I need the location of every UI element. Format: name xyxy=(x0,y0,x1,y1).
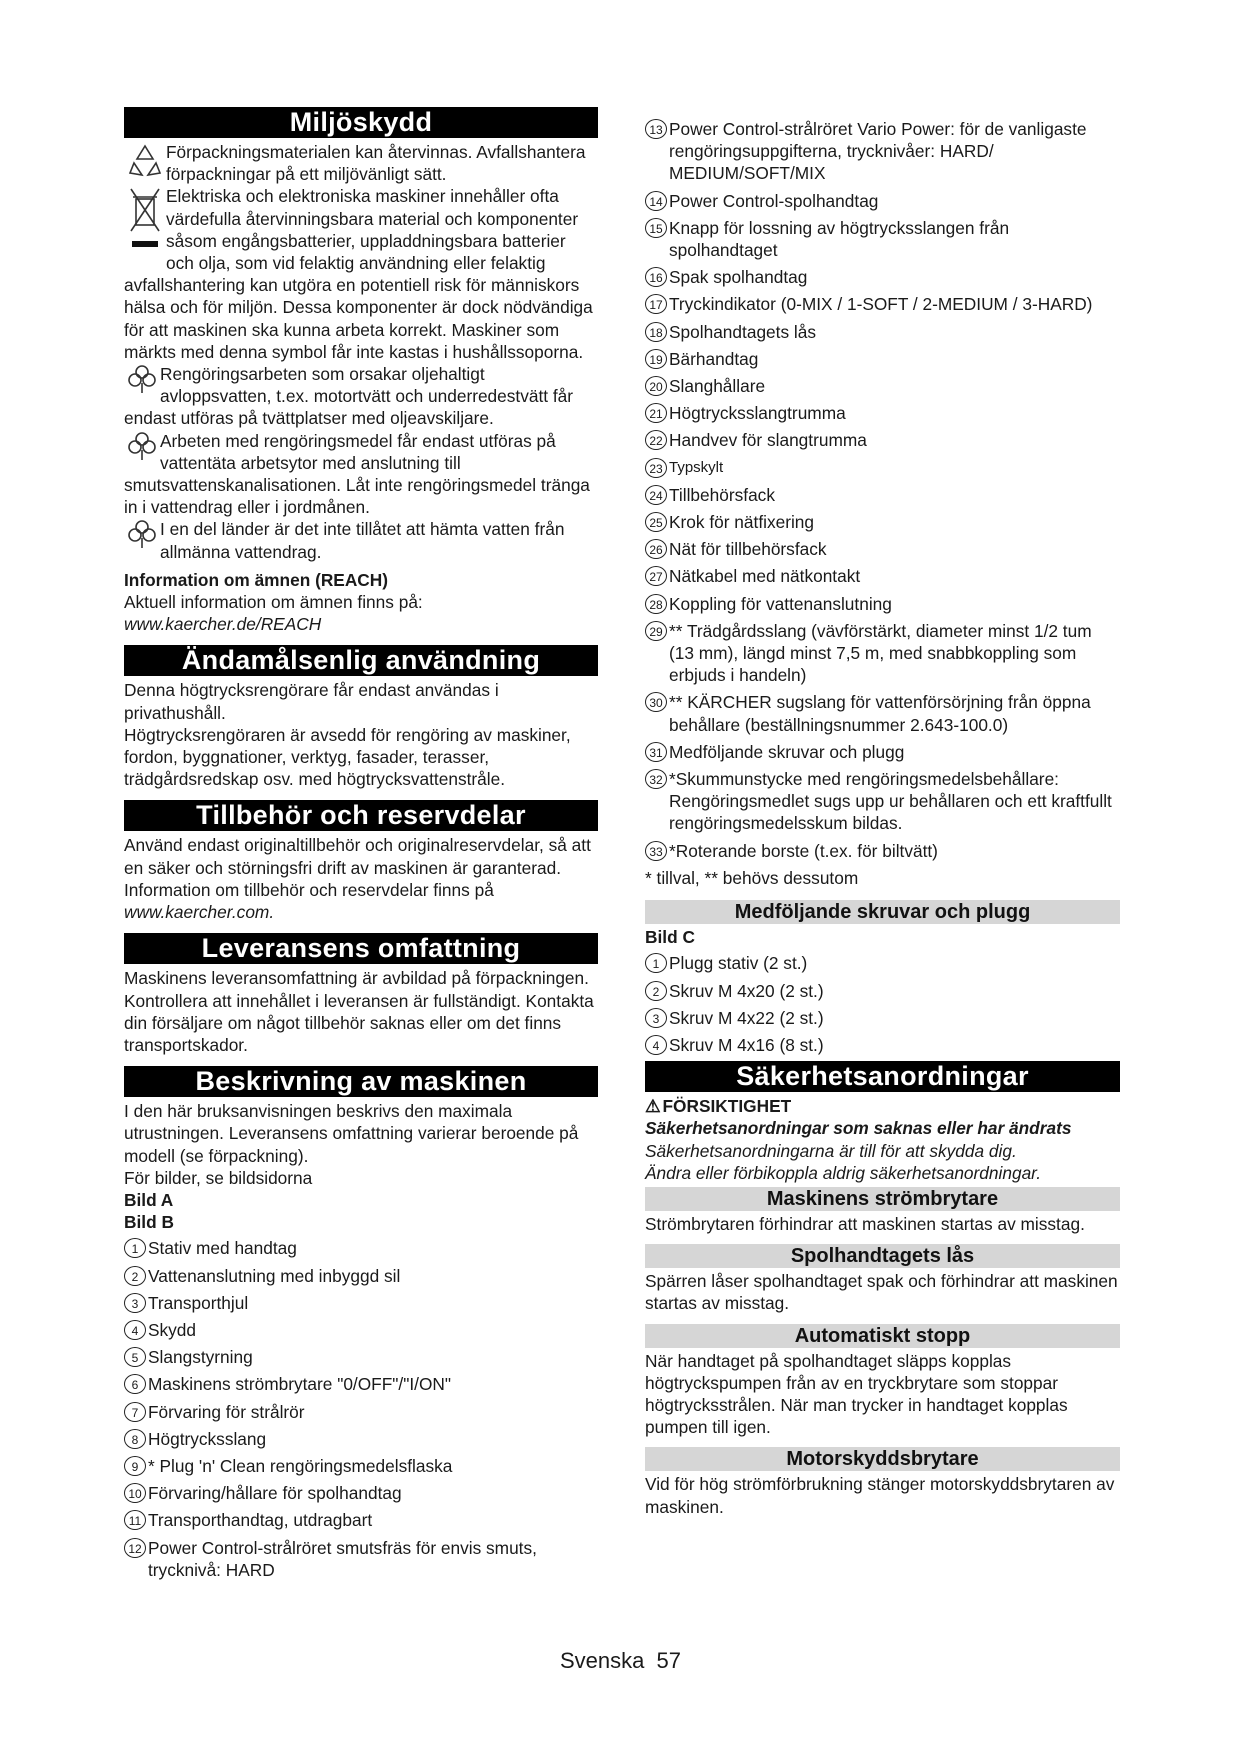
water-hazard-icon xyxy=(124,430,160,470)
env-paragraph-2: Elektriska och elektroniska maskiner innehåller ofta värdefulla återvinningsbara material och komponenter såsom engångsbatterier, uppladdningsbara batterier och olja, som vid felaktig användning eller felaktig avfallshantering kan utgöra en potentiell risk för människors hälsa och för miljön. Dessa komponenter är dock nödvändiga för att maskinen ska kunna arbeta korrekt. Maskiner som märkts med denna symbol får inte kastas i hushållssoporna. xyxy=(124,186,593,362)
item-number: 27 xyxy=(645,566,667,586)
item-text: *Roterande borste (t.ex. för biltvätt) xyxy=(669,840,938,861)
item-text: Power Control-strålröret smutsfräs för envis smuts, trycknivå: HARD xyxy=(148,1537,537,1580)
desc-paragraph-2: För bilder, se bildsidorna xyxy=(124,1167,313,1188)
reach-text: Aktuell information om ämnen finns på: xyxy=(124,592,423,613)
list-item xyxy=(124,1509,598,1531)
list-item xyxy=(645,691,1120,735)
list-item xyxy=(645,741,1120,763)
left-column xyxy=(124,107,598,1586)
item-number: 25 xyxy=(645,512,667,532)
item-number: 10 xyxy=(124,1483,146,1503)
item-text: Spak spolhandtag xyxy=(669,267,808,288)
item-number: 18 xyxy=(645,322,667,342)
item-number: 26 xyxy=(645,539,667,559)
section-title-delivery: Leveransens omfattning xyxy=(124,933,598,964)
reach-link[interactable]: www.kaercher.de/REACH xyxy=(124,614,322,635)
acc-paragraph-2: Information om tillbehör och reservdelar finns på xyxy=(124,879,494,900)
caution-paragraph-2: Ändra eller förbikoppla aldrig säkerhetsanordningar. xyxy=(645,1162,1042,1183)
list-item xyxy=(645,321,1120,343)
caution-label: FÖRSIKTIGHET xyxy=(662,1096,792,1117)
item-number: 15 xyxy=(645,218,667,238)
item-text: Maskinens strömbrytare "0/OFF"/"I/ON" xyxy=(148,1374,452,1395)
item-number: 13 xyxy=(645,119,667,139)
figure-c-label: Bild C xyxy=(645,927,695,948)
acc-link[interactable]: www.kaercher.com. xyxy=(124,902,275,923)
list-item xyxy=(645,952,1120,974)
item-text: Medföljande skruvar och plugg xyxy=(669,741,905,762)
item-text: Tryckindikator (0-MIX / 1-SOFT / 2-MEDIUM / 3-HARD) xyxy=(669,294,1093,315)
list-item xyxy=(645,217,1120,261)
list-item xyxy=(645,768,1120,835)
reach-paragraph xyxy=(124,591,598,635)
list-item xyxy=(645,620,1120,687)
list-item xyxy=(645,402,1120,424)
list-item xyxy=(124,1428,598,1450)
item-text: Högtrycksslangtrumma xyxy=(669,403,846,424)
list-item xyxy=(124,1537,598,1581)
item-text: Power Control-spolhandtag xyxy=(669,190,879,211)
recycling-block xyxy=(124,141,598,185)
item-number: 32 xyxy=(645,769,667,789)
item-number: 19 xyxy=(645,349,667,369)
env-paragraph-4: Arbeten med rengöringsmedel får endast utföras på vattentäta arbetsytor med anslutning till smutsvattenskanalisationen. Låt inte rengöringsmedel tränga in i vattendrag eller i jordmånen. xyxy=(124,430,590,518)
desc-paragraph-1: I den här bruksanvisningen beskrivs den maximala utrustningen. Leveransens omfattning varierar beroende på modell (se förpackning). xyxy=(124,1101,579,1166)
item-text: Stativ med handtag xyxy=(148,1238,297,1259)
item-text: Förvaring/hållare för spolhandtag xyxy=(148,1483,402,1504)
item-number: 21 xyxy=(645,403,667,423)
env-paragraph-3: Rengöringsarbeten som orsakar oljehaltigt avloppsvatten, t.ex. motortvätt och underredestvätt får endast utföras på tvättplatser med oljeavskiljare. xyxy=(124,364,574,429)
section-title-accessories: Tillbehör och reservdelar xyxy=(124,800,598,831)
list-item xyxy=(124,1265,598,1287)
item-number: 7 xyxy=(124,1402,146,1422)
figure-a-label: Bild A xyxy=(124,1189,174,1210)
item-number: 22 xyxy=(645,430,667,450)
item-number: 3 xyxy=(645,1008,667,1028)
list-item xyxy=(645,429,1120,451)
item-number: 11 xyxy=(124,1510,146,1530)
use-paragraph-1: Denna högtrycksrengörare får endast användas i privathushåll. xyxy=(124,680,499,723)
caution-heading: Säkerhetsanordningar som saknas eller har ändrats xyxy=(645,1118,1072,1139)
weee-bin-icon xyxy=(124,185,166,255)
list-item xyxy=(124,1482,598,1504)
item-number: 4 xyxy=(124,1320,146,1340)
subsection-title-switch: Maskinens strömbrytare xyxy=(645,1187,1120,1211)
item-text: Power Control-strålröret Vario Power: för de vanligaste rengöringsuppgifterna, trycknivåer: HARD/ MEDIUM/SOFT/MIX xyxy=(669,119,1087,184)
screws-list xyxy=(645,952,1120,1056)
item-number: 4 xyxy=(645,1035,667,1055)
switch-paragraph: Strömbrytaren förhindrar att maskinen startas av misstag. xyxy=(645,1213,1085,1234)
lock-paragraph: Spärren låser spolhandtaget spak och förhindrar att maskinen startas av misstag. xyxy=(645,1271,1118,1314)
list-item xyxy=(645,348,1120,370)
water-hazard-icon xyxy=(124,363,160,403)
list-item xyxy=(124,1455,598,1477)
list-item xyxy=(645,375,1120,397)
item-text: Skruv M 4x16 (8 st.) xyxy=(669,1034,824,1055)
page-footer: Svenska 57 xyxy=(559,1648,682,1673)
list-item xyxy=(645,293,1120,315)
list-item xyxy=(645,511,1120,533)
oil-water-block xyxy=(124,363,598,430)
item-number: 29 xyxy=(645,621,667,641)
item-number: 6 xyxy=(124,1374,146,1394)
item-text: Bärhandtag xyxy=(669,348,759,369)
list-item xyxy=(645,565,1120,587)
item-text: Handvev för slangtrumma xyxy=(669,430,867,451)
list-item xyxy=(124,1319,598,1341)
section-title-environment: Miljöskydd xyxy=(124,107,598,138)
list-item xyxy=(645,118,1120,185)
list-item xyxy=(124,1346,598,1368)
list-item xyxy=(645,484,1120,506)
item-text: Typskylt xyxy=(669,458,724,476)
acc-paragraph-1: Använd endast originaltillbehör och originalreservdelar, så att en säker och störningsfri drift av maskinen är garanterad. xyxy=(124,835,591,878)
list-item xyxy=(124,1237,598,1259)
list-item xyxy=(124,1401,598,1423)
env-paragraph-5: I en del länder är det inte tillåtet att hämta vatten från allmänna vattendrag. xyxy=(160,519,565,562)
use-paragraph-2: Högtrycksrengöraren är avsedd för rengöring av maskiner, fordon, byggnationer, verktyg, fasader, terasser, trädgårdsredskap osv. med högtrycksvattenstråle. xyxy=(124,724,571,790)
item-number: 17 xyxy=(645,294,667,314)
item-text: Knapp för lossning av högtrycksslangen från spolhandtaget xyxy=(669,217,1010,261)
list-item xyxy=(645,457,1120,479)
caution-label-row xyxy=(645,1095,1120,1117)
item-text: Slangstyrning xyxy=(148,1347,253,1368)
reach-title: Information om ämnen (REACH) xyxy=(124,569,389,590)
caution-paragraph-1: Säkerhetsanordningarna är till för att skydda dig. xyxy=(645,1140,1017,1161)
item-text: Slanghållare xyxy=(669,376,766,397)
item-number: 24 xyxy=(645,485,667,505)
item-text: Högtrycksslang xyxy=(148,1428,267,1449)
subsection-title-lock: Spolhandtagets lås xyxy=(645,1244,1120,1268)
list-item xyxy=(645,980,1120,1002)
list-item xyxy=(124,1373,598,1395)
water-source-block xyxy=(124,518,598,562)
recycling-icon xyxy=(124,141,166,185)
list-item xyxy=(645,1034,1120,1056)
parts-list-left xyxy=(124,1237,598,1581)
section-title-intended-use: Ändamålsenlig användning xyxy=(124,645,598,676)
item-number: 2 xyxy=(645,981,667,1001)
right-column xyxy=(645,118,1120,1518)
item-text: *Skummunstycke med rengöringsmedelsbehållare: Rengöringsmedlet sugs upp ur behållaren och ett kraftfullt rengöringsmedelsskum bildas. xyxy=(669,769,1112,834)
item-text: ** Trädgårdsslang (vävförstärkt, diameter minst 1/2 tum (13 mm), längd minst 7,5 m, med snabbkoppling som erbjuds i handeln) xyxy=(669,620,1092,686)
motor-protection-paragraph: Vid för hög strömförbrukning stänger motorskyddsbrytaren av maskinen. xyxy=(645,1474,1115,1517)
item-number: 2 xyxy=(124,1266,146,1286)
item-text: * Plug 'n' Clean rengöringsmedelsflaska xyxy=(148,1455,453,1476)
item-text: Vattenanslutning med inbyggd sil xyxy=(148,1265,401,1286)
item-text: Plugg stativ (2 st.) xyxy=(669,953,808,974)
list-item xyxy=(645,840,1120,862)
subsection-title-motor-protection: Motorskyddsbrytare xyxy=(645,1447,1120,1471)
list-item xyxy=(645,1007,1120,1029)
list-item xyxy=(645,190,1120,212)
list-item xyxy=(645,266,1120,288)
item-number: 28 xyxy=(645,594,667,614)
item-number: 30 xyxy=(645,692,667,712)
list-item xyxy=(124,1292,598,1314)
detergent-block xyxy=(124,430,598,519)
item-number: 1 xyxy=(124,1238,146,1258)
subsection-title-auto-stop: Automatiskt stopp xyxy=(645,1324,1120,1348)
item-number: 33 xyxy=(645,841,667,861)
weee-block xyxy=(124,185,598,363)
item-number: 23 xyxy=(645,458,667,478)
item-number: 12 xyxy=(124,1538,146,1558)
item-text: Spolhandtagets lås xyxy=(669,321,817,342)
item-number: 1 xyxy=(645,953,667,973)
item-text: ** KÄRCHER sugslang för vattenförsörjning från öppna behållare (beställningsnummer 2.643-100.0) xyxy=(669,692,1091,735)
item-number: 8 xyxy=(124,1429,146,1449)
delivery-paragraph: Maskinens leveransomfattning är avbildad på förpackningen. Kontrollera att innehållet i leveransen är fullständigt. Kontakta din försäljare om något tillbehör saknas eller om det finns transportskador. xyxy=(124,968,594,1055)
item-text: Krok för nätfixering xyxy=(669,512,815,533)
parts-list-right xyxy=(645,118,1120,862)
list-item xyxy=(645,538,1120,560)
section-title-description: Beskrivning av maskinen xyxy=(124,1066,598,1097)
list-item xyxy=(645,593,1120,615)
item-number: 9 xyxy=(124,1456,146,1476)
figure-b-label: Bild B xyxy=(124,1212,174,1233)
item-text: Förvaring för strålrör xyxy=(148,1401,305,1422)
footnote: * tillval, ** behövs dessutom xyxy=(645,867,859,888)
item-text: Skruv M 4x22 (2 st.) xyxy=(669,1007,824,1028)
item-text: Tillbehörsfack xyxy=(669,484,775,505)
subsection-title-screws: Medföljande skruvar och plugg xyxy=(645,900,1120,924)
item-text: Skruv M 4x20 (2 st.) xyxy=(669,980,824,1001)
item-text: Transporthjul xyxy=(148,1292,249,1313)
auto-stop-paragraph: När handtaget på spolhandtaget släpps kopplas högtryckspumpen från av en tryckbrytare som stoppar högtrycksstrålen. När man trycker in handtaget kopplas pumpen till igen. xyxy=(645,1350,1068,1438)
item-number: 5 xyxy=(124,1347,146,1367)
item-number: 3 xyxy=(124,1293,146,1313)
item-number: 20 xyxy=(645,376,667,396)
item-text: Transporthandtag, utdragbart xyxy=(148,1510,373,1531)
item-number: 14 xyxy=(645,191,667,211)
item-text: Skydd xyxy=(148,1319,197,1340)
section-title-safety: Säkerhetsanordningar xyxy=(645,1061,1120,1092)
item-text: Nät för tillbehörsfack xyxy=(669,539,827,560)
water-hazard-icon xyxy=(124,518,160,558)
item-text: Nätkabel med nätkontakt xyxy=(669,566,861,587)
item-number: 31 xyxy=(645,742,667,762)
item-text: Koppling för vattenanslutning xyxy=(669,593,892,614)
item-number: 16 xyxy=(645,267,667,287)
env-paragraph-1: Förpackningsmaterialen kan återvinnas. Avfallshantera förpackningar på ett miljövänligt sätt. xyxy=(166,142,586,185)
warning-triangle-icon: ⚠ xyxy=(645,1096,661,1117)
